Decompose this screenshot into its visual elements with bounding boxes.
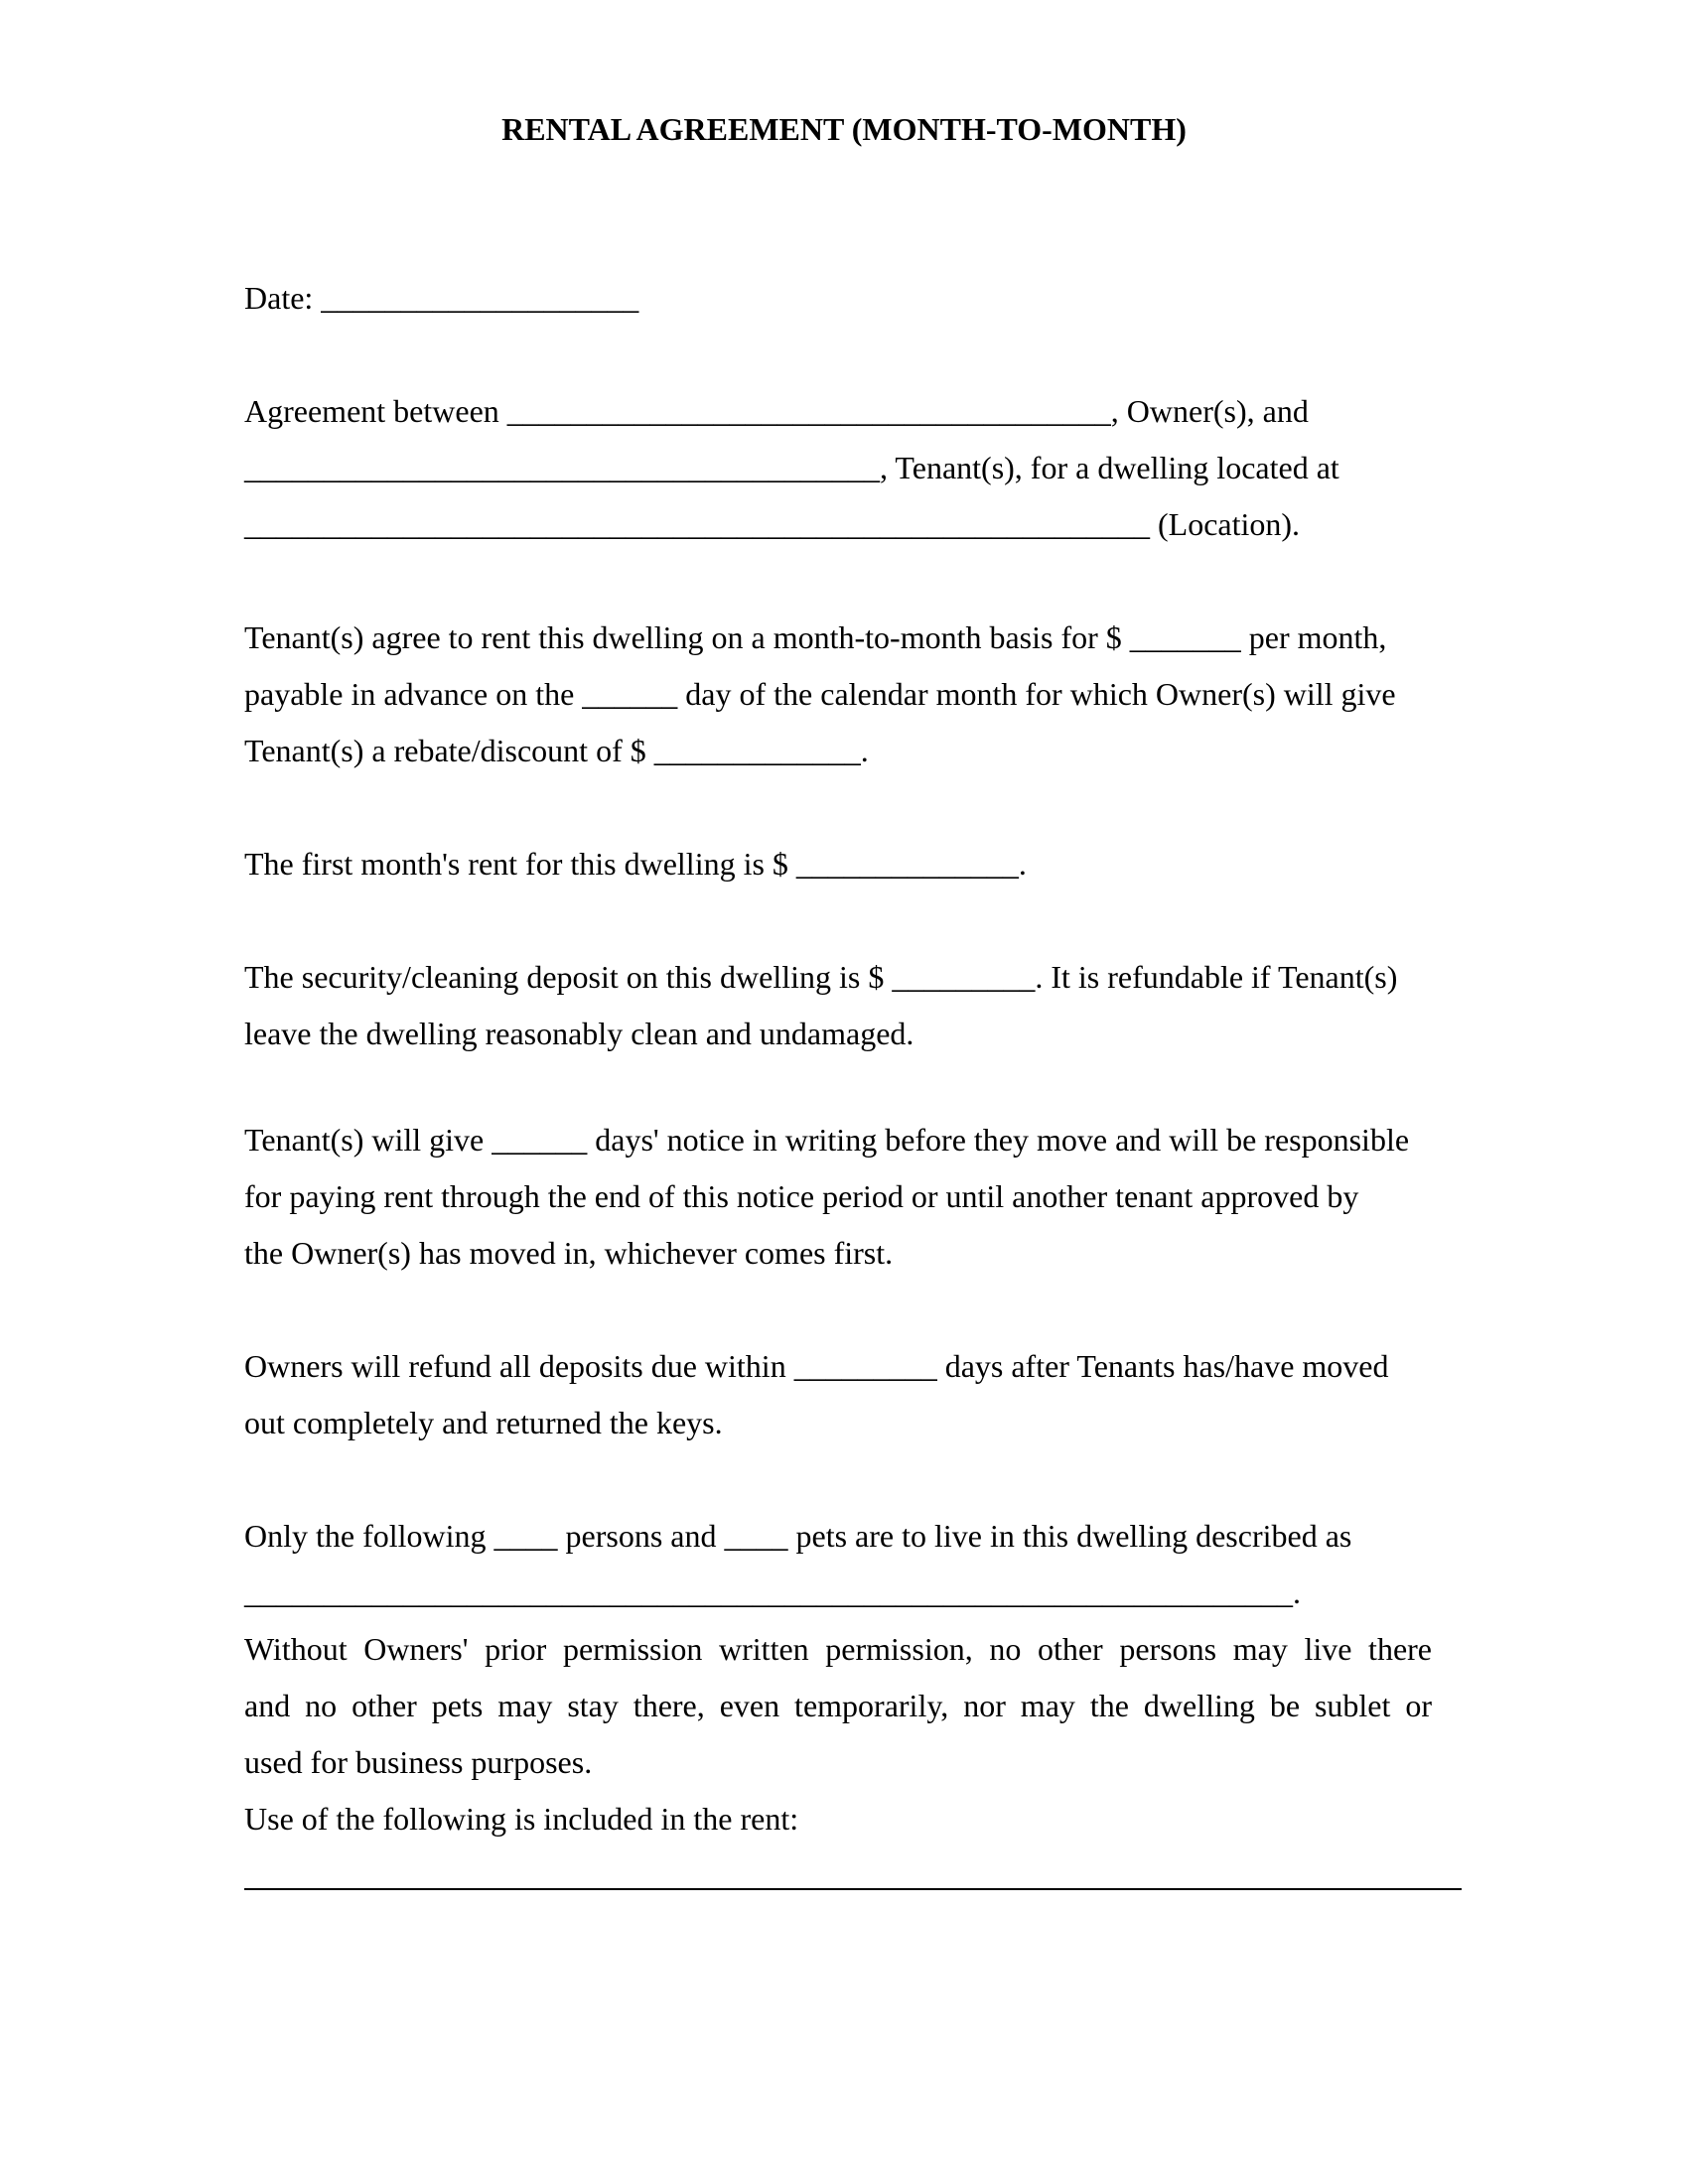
rent-line-2: payable in advance on the ______ day of the calendar month for which Owner(s) will give [244,676,1396,712]
included-in-rent-line: Use of the following is included in the rent: [244,1801,799,1837]
occupants-line-2: __________________________________________________________________. [244,1574,1301,1610]
date-line: Date: ____________________ [244,280,639,316]
permission-line-1: Without Owners' prior permission written permission, no other persons may live there [244,1631,1432,1667]
notice-line-3: the Owner(s) has moved in, whichever comes first. [244,1235,894,1271]
agreement-line-3: _________________________________________________________ (Location). [244,506,1301,542]
notice-line-2: for paying rent through the end of this notice period or until another tenant approved by [244,1178,1359,1214]
occupants-line-1: Only the following ____ persons and ____ pets are to live in this dwelling described as [244,1518,1352,1554]
rent-line-1: Tenant(s) agree to rent this dwelling on a month-to-month basis for $ _______ per month, [244,619,1387,655]
deposit-line-2: leave the dwelling reasonably clean and undamaged. [244,1016,914,1051]
refund-line-2: out completely and returned the keys. [244,1405,723,1440]
rent-line-3: Tenant(s) a rebate/discount of $ _____________. [244,733,869,768]
refund-line-1: Owners will refund all deposits due within _________ days after Tenants has/have moved [244,1348,1389,1384]
document-title: RENTAL AGREEMENT (MONTH-TO-MONTH) [501,111,1187,147]
agreement-line-1: Agreement between ______________________________________, Owner(s), and [244,393,1309,429]
notice-line-1: Tenant(s) will give ______ days' notice in writing before they move and will be responsible [244,1122,1410,1158]
agreement-line-2: ________________________________________, Tenant(s), for a dwelling located at [244,450,1339,485]
permission-line-3: used for business purposes. [244,1744,593,1780]
permission-line-2: and no other pets may stay there, even temporarily, nor may the dwelling be sublet or [244,1688,1432,1723]
deposit-line-1: The security/cleaning deposit on this dwelling is $ _________. It is refundable if Tenant(s) [244,959,1398,995]
included-in-rent-blank-rule [244,1888,1462,1890]
first-month-rent-line: The first month's rent for this dwelling is $ ______________. [244,846,1027,882]
